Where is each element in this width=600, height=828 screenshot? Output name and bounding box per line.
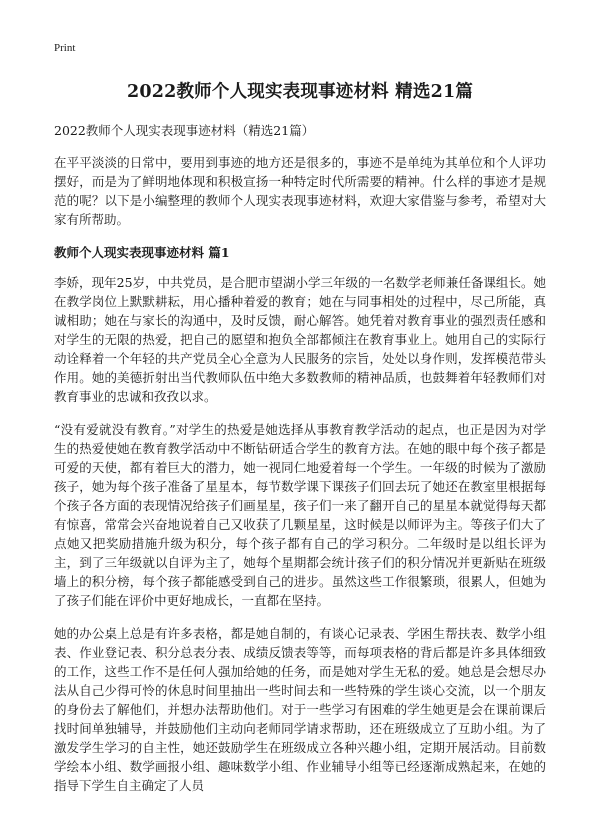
print-link[interactable]: Print bbox=[54, 42, 76, 54]
body-paragraph: 李娇，现年25岁，中共党员，是合肥市望湖小学三年级的一名数学老师兼任备课组长。她在教学岗位上默默耕耘，用心播种着爱的教育；她在与同事相处的过程中，尽己所能，真诚相助；她在与家长的沟通中，及时反馈，耐心解答。她凭着对教育事业的强烈责任感和对学生的无限的热爱，把自己的愿望和抱负全部都倾注在教育事业上。她用自己的实际行动诠释着一个年轻的共产党员全心全意为人民服务的宗旨，处处以身作则，发挥模范带头作用。她的美德折射出当代教师队伍中绝大多数教师的精神品质，也鼓舞着年轻教师们对教育事业的忠诚和孜孜以求。 bbox=[54, 275, 546, 404]
body-paragraph: 她的办公桌上总是有许多表格，都是她自制的，有谈心记录表、学困生帮扶表、数学小组表、作业登记表、积分总表分表、成绩反馈表等等，而每项表格的背后都是许多具体细致的工作，这些工作不是任何人强加给她的任务，而是她对学生无私的爱。她总是会想尽办法从自己少得可怜的休息时间里抽出一些时间去和一些特殊的学生谈心交流，以一个朋友的身份去了解他们，并想办法帮助他们。对于一些学习有困难的学生她更是会在课前课后找时间单独辅导，并鼓励他们主动向老师同学请求帮助，还在班级成立了互助小组。为了激发学生学习的自主性，她还鼓励学生在班级成立各种兴趣小组，定期开展活动。目前数学绘本小组、数学画报小组、趣味数学小组、作业辅导小组等已经逐渐成熟起来，在她的指导下学生自主确定了人员 bbox=[54, 626, 546, 793]
intro-paragraph: 在平平淡淡的日常中，要用到事迹的地方还是很多的，事迹不是单纯为其单位和个人评功摆好，而是为了鲜明地体现和积极宣扬一种特定时代所需要的精神。什么样的事迹才是规范的呢？以下是小编整理的教师个人现实表现事迹材料，欢迎大家借鉴与参考，希望对大家有所帮助。 bbox=[54, 155, 546, 227]
document-title: 2022教师个人现实表现事迹材料 精选21篇 bbox=[126, 82, 474, 102]
section-heading: 教师个人现实表现事迹材料 篇1 bbox=[54, 245, 230, 260]
document-subtitle: 2022教师个人现实表现事迹材料（精选21篇） bbox=[54, 123, 315, 138]
body-paragraph: “没有爱就没有教育。”对学生的热爱是她选择从事教育教学活动的起点，也正是因为对学生的热爱使她在教育教学活动中不断钻研适合学生的教育方法。在她的眼中每个孩子都是可爱的天使，都有着巨大的潜力，她一视同仁地爱着每一个学生。一年级的时候为了激励孩子，她为每个孩子准备了星星本，每节数学课下课孩子们回去玩了她还在教室里根据每个孩子各方面的表现情况给孩子们画星星，孩子们一来了翻开自己的星星本就觉得每天都有惊喜，常常会兴奋地说着自己又收获了几颗星星，这时候是以师评为主。等孩子们大了点她又把奖励措施升级为积分，每个孩子都有自己的学习积分。二年级时是以组长评为主，到了三年级就以自评为主了，她每个星期都会统计孩子们的积分情况并更新贴在班级墙上的积分榜，每个孩子都能感受到自己的进步。虽然这些工作很繁琐，很累人，但她为了孩子们能在评价中更好地成长，一直都在坚持。 bbox=[54, 422, 546, 608]
